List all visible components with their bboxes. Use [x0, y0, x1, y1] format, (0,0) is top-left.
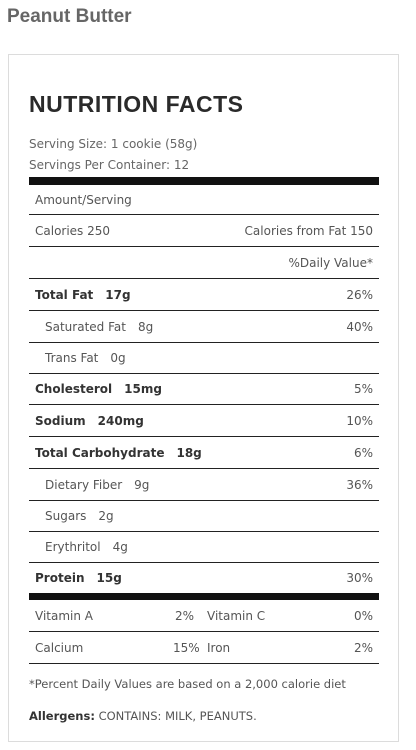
nutrient-daily-value: 5% [353, 382, 373, 396]
vitamin-row [29, 632, 379, 664]
nutrient-daily-value: 26% [346, 287, 373, 302]
nutrient-amount: 4g [112, 540, 128, 554]
nutrient-amount: 15g [96, 571, 122, 585]
amount-per-serving-label: Amount/Serving [35, 192, 132, 207]
nutrient-name: Protein [35, 571, 85, 585]
page-title: Peanut Butter [7, 6, 132, 27]
thick-divider [29, 593, 379, 600]
nutrient-name: Trans Fat [45, 351, 99, 365]
vitamin-name: Vitamin A [35, 608, 93, 623]
nutrient-name: Total Carbohydrate [35, 445, 165, 460]
nutrient-amount: 17g [105, 287, 131, 302]
vitamin-name: Iron [207, 640, 231, 655]
nutrient-row-sodium [29, 405, 379, 437]
vitamin-daily-value: 15% [173, 640, 200, 655]
nutrition-facts-panel [8, 54, 399, 742]
nutrient-row-saturated-fat [29, 311, 379, 343]
nutrient-row-protein [29, 563, 379, 593]
allergens [29, 709, 257, 723]
serving-size: Serving Size: 1 cookie (58g) [29, 137, 198, 151]
calories-from-fat-label: Calories from Fat 150 [244, 223, 373, 238]
vitamin-row [29, 600, 379, 632]
nutrient-row-cholesterol [29, 374, 379, 405]
vitamin-daily-value: 2% [175, 608, 195, 623]
nutrient-name: Erythritol [45, 540, 101, 554]
nutrition-facts-title: NUTRITION FACTS [29, 91, 244, 117]
nutrient-row-dietary-fiber [29, 469, 379, 501]
allergens-value: CONTAINS: MILK, PEANUTS. [98, 709, 257, 723]
nutrient-name: Sodium [35, 413, 86, 428]
thick-divider [29, 177, 379, 185]
nutrient-amount: 18g [176, 445, 202, 460]
nutrient-daily-value: 30% [346, 571, 373, 585]
amount-per-serving-row [29, 185, 379, 215]
vitamin-name: Vitamin C [207, 608, 266, 623]
daily-value-header: %Daily Value* [288, 255, 373, 270]
nutrient-row-erythritol [29, 532, 379, 563]
nutrient-row-total-carbohydrate [29, 437, 379, 469]
vitamin-name: Calcium [35, 640, 84, 655]
nutrient-name: Sugars [45, 509, 87, 523]
calories-row [29, 215, 379, 247]
nutrient-name: Total Fat [35, 287, 94, 302]
nutrient-row-sugars [29, 501, 379, 532]
nutrient-amount: 9g [134, 477, 150, 492]
calories-label: Calories 250 [35, 223, 111, 238]
vitamin-daily-value: 2% [353, 640, 373, 655]
nutrient-daily-value: 36% [346, 477, 373, 492]
nutrient-name: Cholesterol [35, 382, 113, 396]
servings-per-container: Servings Per Container: 12 [29, 158, 190, 172]
daily-value-footnote: *Percent Daily Values are based on a 2,000 calorie diet [29, 677, 346, 691]
nutrient-amount: 15mg [124, 382, 162, 396]
vitamin-daily-value: 0% [353, 608, 373, 623]
nutrient-daily-value: 40% [346, 319, 373, 334]
daily-value-header-row [29, 247, 379, 279]
nutrient-amount: 8g [137, 319, 154, 334]
nutrient-amount: 2g [98, 509, 114, 523]
nutrient-row-trans-fat [29, 343, 379, 374]
nutrient-name: Dietary Fiber [45, 477, 123, 492]
nutrient-row-total-fat [29, 279, 379, 311]
nutrient-daily-value: 6% [353, 445, 373, 460]
nutrient-amount: 240mg [97, 413, 144, 428]
nutrient-name: Saturated Fat [45, 319, 126, 334]
allergens-label: Allergens: [29, 709, 95, 723]
nutrient-daily-value: 10% [346, 413, 373, 428]
nutrient-amount: 0g [110, 351, 126, 365]
